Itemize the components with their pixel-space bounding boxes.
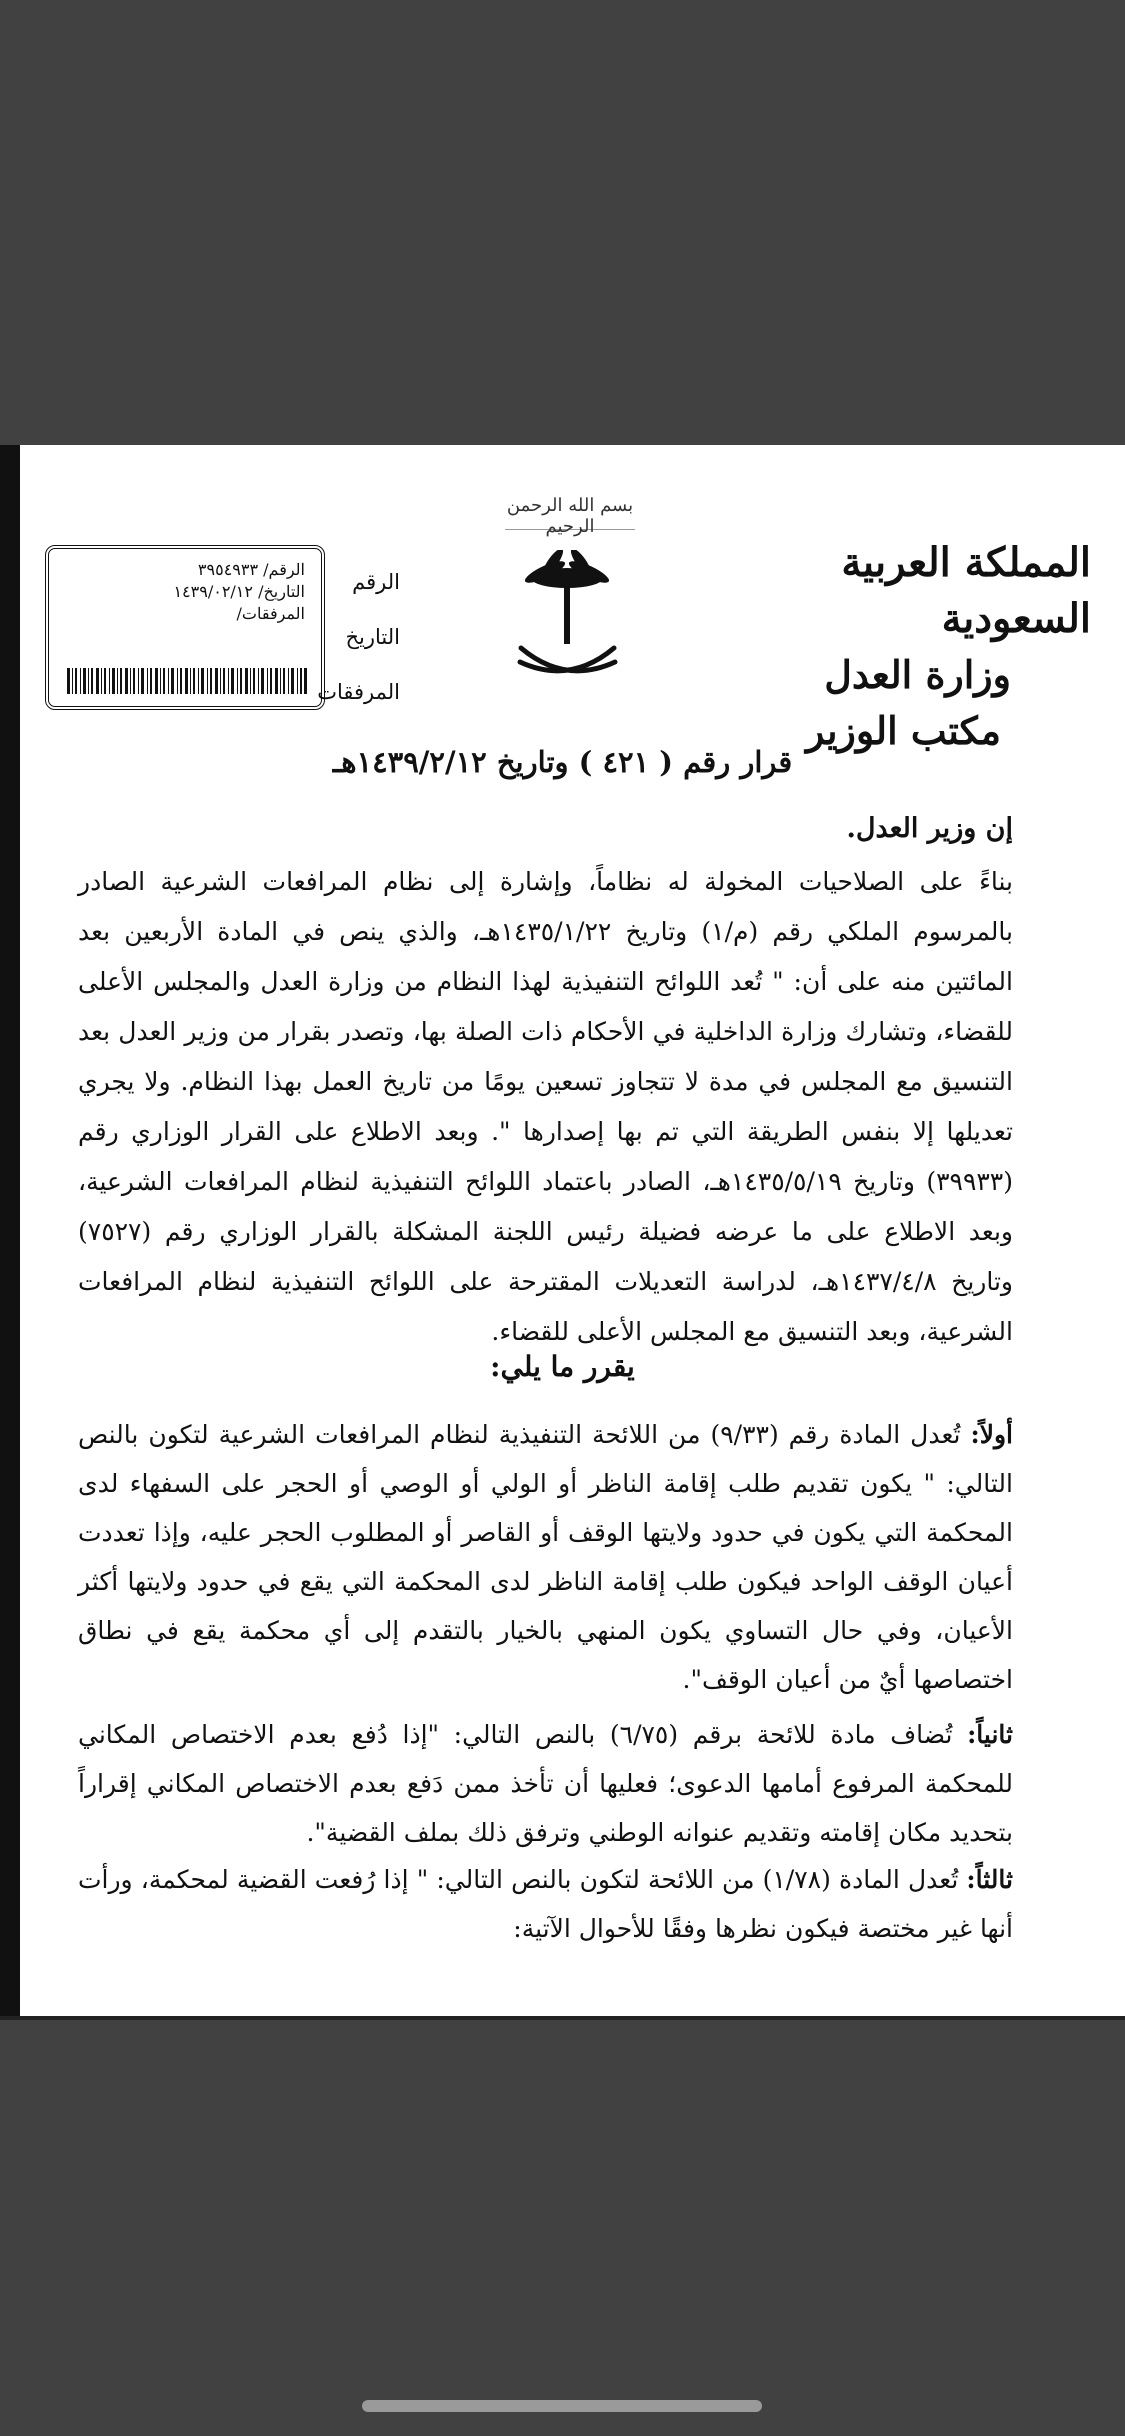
registration-stamp	[45, 545, 325, 710]
addressee: إن وزير العدل.	[846, 813, 1013, 844]
page-left-edge	[0, 445, 20, 2020]
reference-labels	[317, 555, 400, 720]
article-second	[78, 1710, 1013, 1857]
home-indicator[interactable]	[362, 2400, 762, 2412]
article-text: تُعدل المادة (١/٧٨) من اللائحة لتكون بالنص التالي: " إذا رُفعت القضية لمحكمة، ورأت أنها غير مختصة فيكون نظرها وفقًا للأحوال الآتية:	[78, 1865, 1013, 1943]
saudi-emblem-icon	[515, 550, 620, 690]
article-label: ثانياً:	[967, 1720, 1013, 1749]
article-first	[78, 1410, 1013, 1704]
top-dark-bar	[0, 0, 1125, 445]
ministry-letterhead	[761, 535, 1091, 759]
document-page	[0, 445, 1125, 2020]
barcode-icon	[67, 668, 307, 694]
decides-heading: يقرر ما يلي:	[490, 1350, 635, 1383]
ref-attachments-label: المرفقات	[317, 680, 400, 704]
ref-number-label: الرقم	[352, 570, 400, 594]
kingdom-name: المملكة العربية السعودية	[841, 539, 1091, 642]
stamp-date: التاريخ/ ١٤٣٩/٠٢/١٢	[173, 582, 305, 601]
stamp-attachments: المرفقات/	[236, 604, 305, 623]
stamp-number: الرقم/ ٣٩٥٤٩٣٣	[197, 560, 305, 579]
page-bottom-edge	[0, 2016, 1125, 2020]
ministry-name: وزارة العدل	[824, 652, 1011, 697]
article-label: ثالثاً:	[966, 1865, 1014, 1894]
article-text: تُضاف مادة للائحة برقم (٦/٧٥) بالنص التالي: "إذا دُفع بعدم الاختصاص المكاني للمحكمة المرفوع أمامها الدعوى؛ فعليها أن تأخذ ممن دَفع بعدم الاختصاص المكاني إقراراً بتحديد مكان إقامته وتقديم عنوانه الوطني وترفق ذلك بملف القضية".	[78, 1720, 1013, 1847]
preamble-paragraph: بناءً على الصلاحيات المخولة له نظاماً، وإشارة إلى نظام المرافعات الشرعية الصادر بالمرسوم الملكي رقم (م/١) وتاريخ ١٤٣٥/١/٢٢هـ، والذي ينص في المادة الأربعين بعد المائتين منه على أن: " تُعد اللوائح التنفيذية لهذا النظام من وزارة العدل والمجلس الأعلى للقضاء، وتشارك وزارة الداخلية في الأحكام ذات الصلة بها، وتصدر بقرار من وزير العدل بعد التنسيق مع المجلس في مدة لا تتجاوز تسعين يومًا من تاريخ العمل بهذا النظام. ولا يجري تعديلها إلا بنفس الطريقة التي تم بها إصدارها ". وبعد الاطلاع على القرار الوزاري رقم (٣٩٩٣٣) وتاريخ ١٤٣٥/٥/١٩هـ، الصادر باعتماد اللوائح التنفيذية لنظام المرافعات الشرعية، وبعد الاطلاع على ما عرضه فضيلة رئيس اللجنة المشكلة بالقرار الوزاري رقم (٧٥٢٧) وتاريخ ١٤٣٧/٤/٨هـ، لدراسة التعديلات المقترحة على اللوائح التنفيذية لنظام المرافعات الشرعية، وبعد التنسيق مع المجلس الأعلى للقضاء.	[78, 867, 1014, 1346]
article-third	[78, 1855, 1013, 1953]
ref-date-label: التاريخ	[345, 625, 400, 649]
basmala: بسم الله الرحمن الرحيم	[506, 495, 634, 537]
office-name: مكتب الوزير	[805, 708, 1001, 753]
article-text: تُعدل المادة رقم (٩/٣٣) من اللائحة التنفيذية لنظام المرافعات الشرعية لتكون بالنص التالي: " يكون تقديم طلب إقامة الناظر أو الولي أو الوصي أو الحجر على السفهاء لدى المحكمة التي يكون في حدود ولايتها الوقف أو القاصر أو المطلوب الحجر عليه، وإذا تعددت أعيان الوقف الواحد فيكون طلب إقامة الناظر لدى المحكمة التي يقع في حدود ولايتها أكثر الأعيان، وفي حال التساوي يكون المنهي بالخيار بالتقدم إلى أي محكمة يقع في نطاق اختصاصها أيٌ من أعيان الوقف".	[78, 1420, 1013, 1694]
decision-title: قرار رقم ( ٤٢١ ) وتاريخ ١٤٣٩/٢/١٢هـ	[332, 745, 793, 779]
article-label: أولاً:	[970, 1420, 1013, 1449]
